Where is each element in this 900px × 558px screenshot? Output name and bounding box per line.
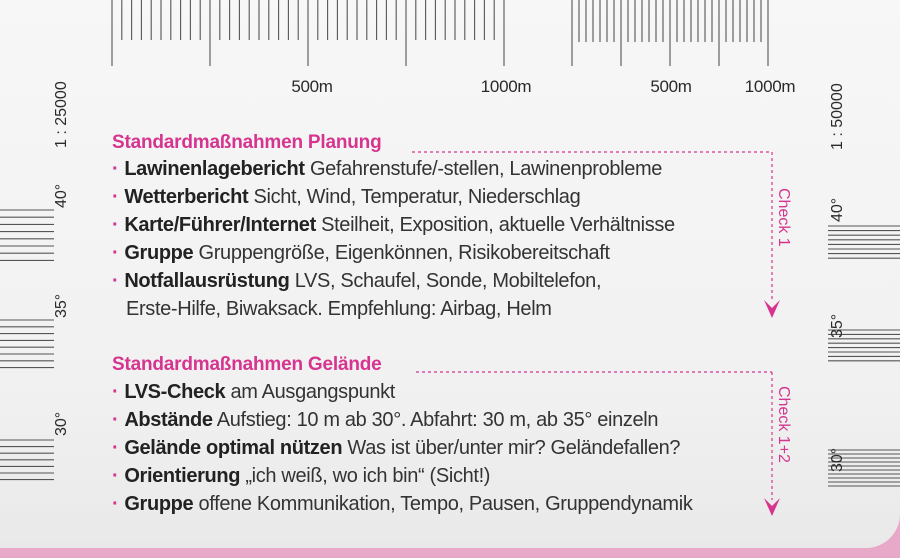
angle-left-40: 40° — [53, 183, 70, 208]
scale-50000-label-500m: 500m — [650, 77, 692, 96]
check-1-label: Check 1 — [775, 188, 792, 247]
planning-item: · Wetterbericht Sicht, Wind, Temperatur, Niederschlag — [112, 186, 581, 208]
scale-ratio-right: 1 : 50000 — [829, 83, 846, 150]
angle-right-40: 40° — [829, 197, 846, 222]
scale-ratio-left: 1 : 25000 — [53, 81, 70, 148]
planning-item: · Lawinenlagebericht Gefahrenstufe/-stellen, Lawinenprobleme — [112, 158, 663, 180]
angle-left-30: 30° — [53, 411, 70, 436]
planning-item: · Karte/Führer/Internet Steilheit, Exposition, aktuelle Verhältnisse — [112, 214, 675, 236]
angle-left-35: 35° — [53, 293, 70, 318]
scale-25000-label-1000m: 1000m — [480, 77, 532, 96]
terrain-item: · Orientierung „ich weiß, wo ich bin“ (Sicht!) — [112, 465, 491, 487]
planning-item: · Notfallausrüstung LVS, Schaufel, Sonde, Mobiltelefon, — [112, 270, 602, 292]
check-1-2-label: Check 1+2 — [775, 386, 792, 463]
terrain-item: · LVS-Check am Ausgangspunkt — [112, 381, 395, 403]
check-1-arrow-icon — [764, 300, 780, 318]
scale-50000-label-1000m: 1000m — [744, 77, 796, 96]
planning-item-continuation: Erste-Hilfe, Biwaksack. Empfehlung: Airbag, Helm — [126, 298, 552, 320]
terrain-item: · Gelände optimal nützen Was ist über/unter mir? Geländefallen? — [112, 437, 681, 459]
angle-right-30: 30° — [829, 447, 846, 472]
terrain-item: · Abstände Aufstieg: 10 m ab 30°. Abfahrt: 30 m, ab 35° einzeln — [112, 409, 659, 431]
terrain-title: Standardmaßnahmen Gelände — [112, 354, 382, 375]
planning-item: · Gruppe Gruppengröße, Eigenkönnen, Risikobereitschaft — [112, 242, 610, 264]
scale-25000-label-500m: 500m — [291, 77, 333, 96]
check-1-2-arrow-icon — [764, 498, 780, 516]
terrain-item: · Gruppe offene Kommunikation, Tempo, Pausen, Gruppendynamik — [112, 493, 693, 515]
angle-right-35: 35° — [829, 313, 846, 338]
planning-title: Standardmaßnahmen Planung — [112, 132, 382, 153]
